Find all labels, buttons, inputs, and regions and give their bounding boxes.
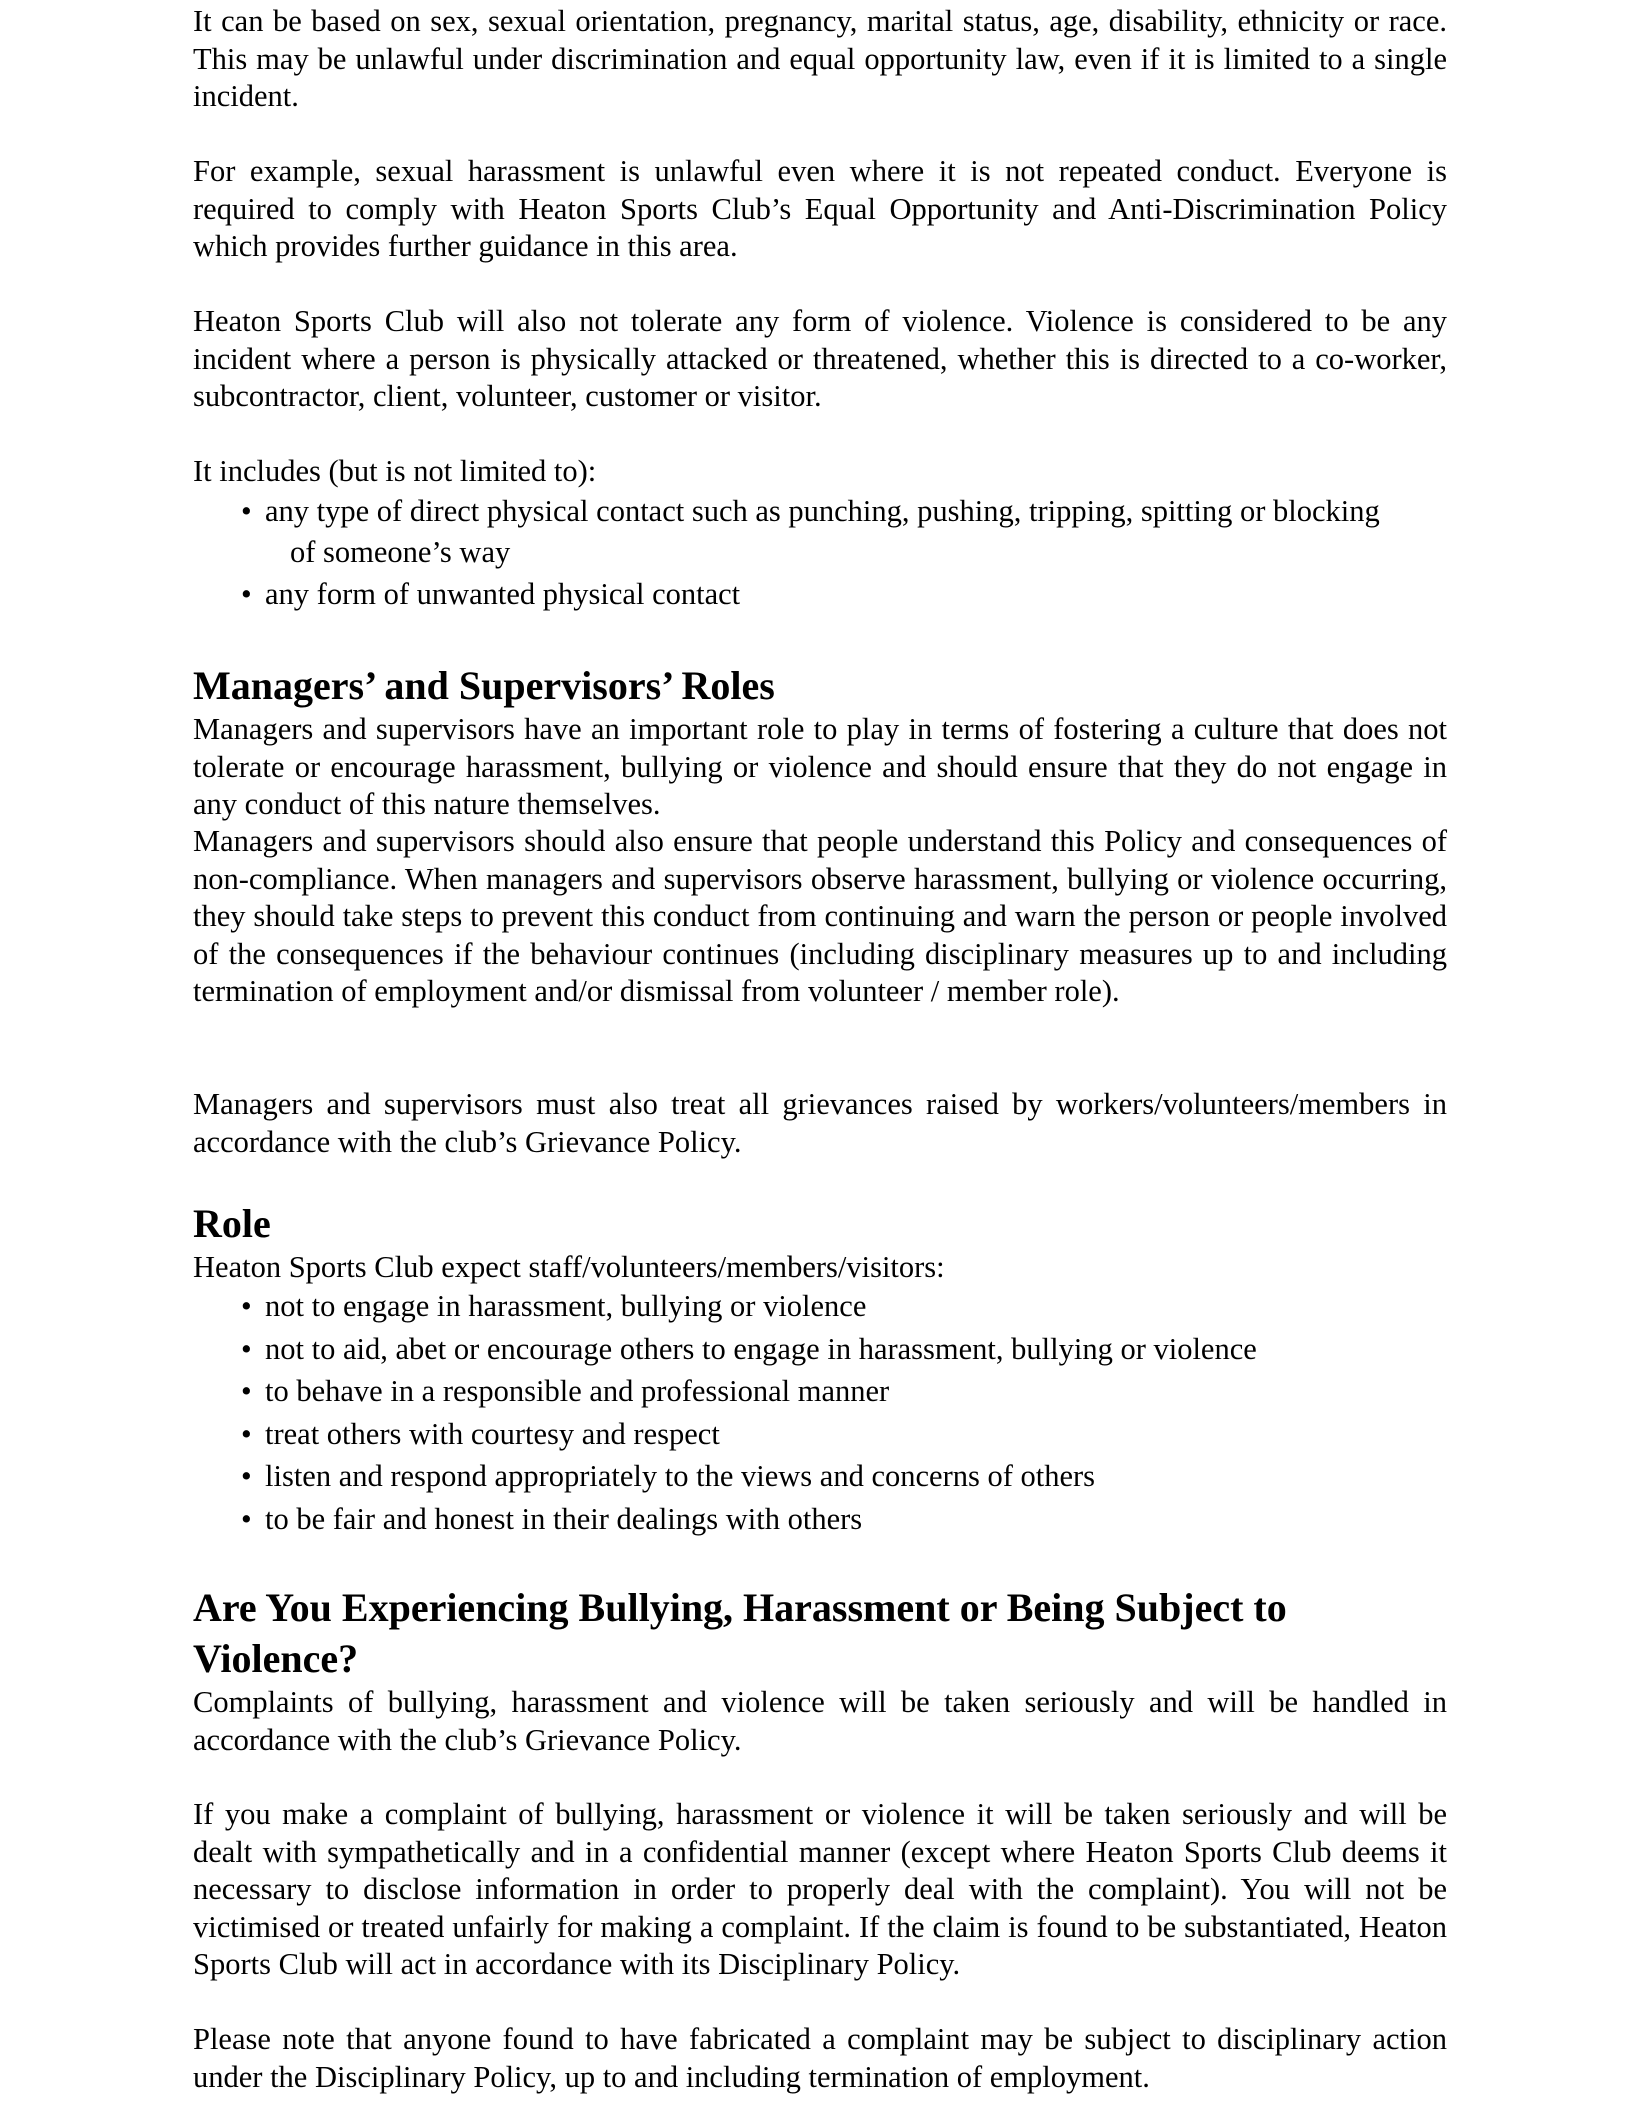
paragraph-fabricated-complaint: Please note that anyone found to have fabricated a complaint may be subject to disciplinary action under the Disciplinary Policy, up to and including termination of employment. — [193, 2022, 1447, 2094]
list-item-continuation: of someone’s way — [290, 535, 511, 569]
list-item-text: not to aid, abet or encourage others to engage in harassment, bullying or violence — [265, 1331, 1257, 1366]
heading-role: Role — [193, 1201, 271, 1246]
paragraph-discrimination-grounds: It can be based on sex, sexual orientation, pregnancy, marital status, age, disability, ethnicity or race. This may be unlawful under discrimination and equal opportunity law, even if it is limited to a single incident. — [193, 4, 1447, 113]
paragraph-managers-ensure: Managers and supervisors should also ensure that people understand this Policy and consequences of non-compliance. When managers and supervisors observe harassment, bullying or violence occurring, they should take steps to prevent this conduct from continuing and warn the person or people involved of the consequences if the behaviour continues (including disciplinary measures up to and including termination of employment and/or dismissal from volunteer / member role). — [193, 824, 1447, 1008]
list-item-text: to be fair and honest in their dealings with others — [265, 1501, 863, 1536]
heading-experiencing-bullying: Are You Experiencing Bullying, Harassment or Being Subject to Violence? — [193, 1585, 1287, 1681]
list-item-text: to behave in a responsible and professional manner — [265, 1374, 890, 1408]
paragraph-sexual-harassment: For example, sexual harassment is unlawful even where it is not repeated conduct. Everyone is required to comply with Heaton Sports Club’s Equal Opportunity and Anti-Discrimination Policy which provides further guidance in this area. — [193, 154, 1447, 263]
bullet-icon: • — [241, 1501, 252, 1536]
list-item-text: listen and respond appropriately to the views and concerns of others — [265, 1459, 1096, 1493]
bullet-icon: • — [241, 1459, 252, 1493]
bullet-icon: • — [241, 1374, 252, 1408]
bullet-icon: • — [241, 1331, 252, 1366]
paragraph-violence: Heaton Sports Club will also not tolerate any form of violence. Violence is considered to be any incident where a person is physically attacked or threatened, whether this is directed to a co-worker, subcontractor, client, volunteer, customer or visitor. — [193, 304, 1447, 413]
bullet-icon: • — [241, 1416, 252, 1451]
bullet-icon: • — [241, 494, 252, 528]
list-item-text — [265, 491, 1447, 574]
list-item — [193, 1328, 1447, 1371]
list-item — [193, 1285, 1447, 1328]
paragraph-complaint-confidential: If you make a complaint of bullying, harassment or violence it will be taken seriously and will be dealt with sympathetically and in a confidential manner (except where Heaton Sports Club deems it necessary to disclose information in order to properly deal with the complaint). You will not be victimised or treated unfairly for making a complaint. If the claim is found to be substantiated, Heaton Sports Club will act in accordance with its Disciplinary Policy. — [193, 1797, 1447, 1981]
list-item-text: treat others with courtesy and respect — [265, 1416, 720, 1451]
list-item-text: not to engage in harassment, bullying or violence — [265, 1289, 867, 1323]
list-item — [193, 574, 1447, 614]
bullet-icon: • — [241, 1289, 252, 1323]
list-item — [193, 1413, 1447, 1456]
list-item — [193, 1498, 1447, 1541]
list-intro-violence: It includes (but is not limited to): — [193, 454, 597, 488]
role-expectations-list — [193, 1285, 1447, 1540]
list-item — [193, 1455, 1447, 1498]
heading-managers-supervisors-roles: Managers’ and Supervisors’ Roles — [193, 663, 775, 708]
list-item — [193, 491, 1447, 574]
paragraph-complaints-handled: Complaints of bullying, harassment and violence will be taken seriously and will be handled in accordance with the club’s Grievance Policy. — [193, 1685, 1447, 1757]
list-item-line: any type of direct physical contact such as punching, pushing, tripping, spitting or blocking — [265, 494, 1380, 528]
list-item-text: any form of unwanted physical contact — [265, 577, 741, 611]
violence-examples-list — [193, 491, 1447, 614]
role-intro: Heaton Sports Club expect staff/volunteers/members/visitors: — [193, 1250, 945, 1284]
paragraph-managers-grievances: Managers and supervisors must also treat all grievances raised by workers/volunteers/members in accordance with the club’s Grievance Policy. — [193, 1087, 1447, 1159]
bullet-icon: • — [241, 577, 252, 611]
paragraph-managers-role: Managers and supervisors have an important role to play in terms of fostering a culture that does not tolerate or encourage harassment, bullying or violence and should ensure that they do not engage in any conduct of this nature themselves. — [193, 712, 1447, 821]
list-item — [193, 1370, 1447, 1413]
